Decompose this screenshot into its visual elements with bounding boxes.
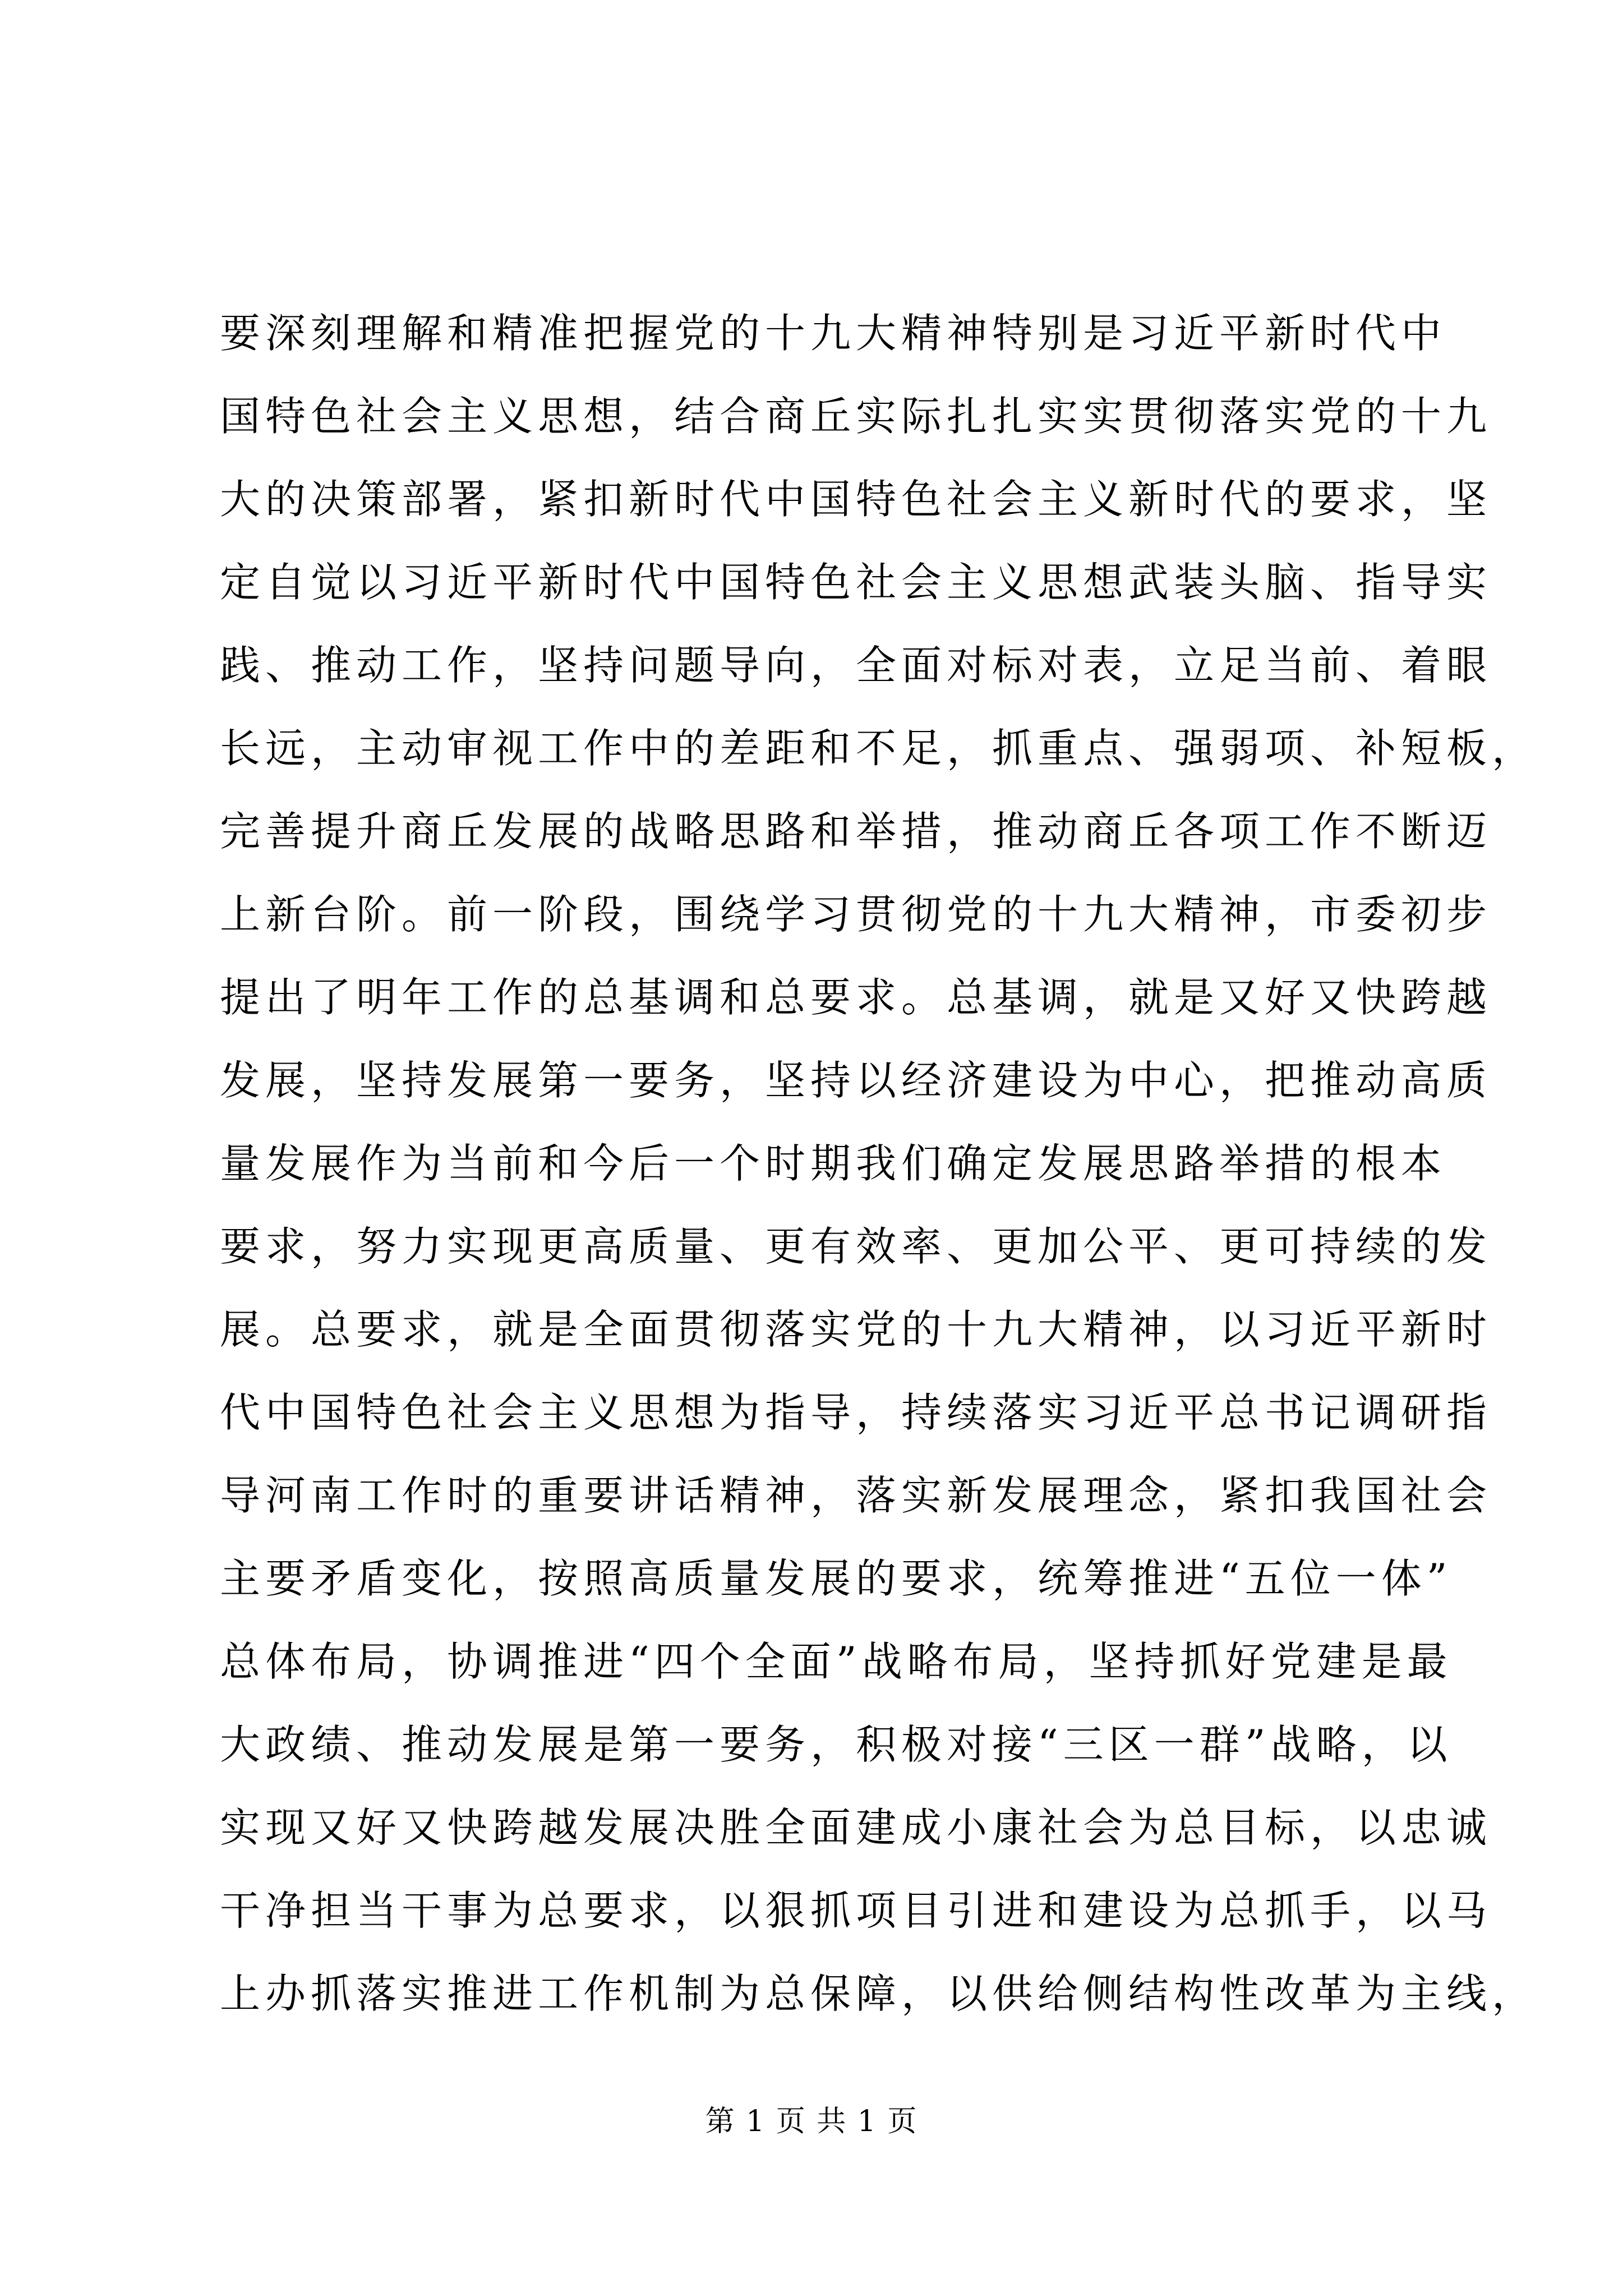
text-line: 量发展作为当前和今后一个时期我们确定发展思路举措的根本 — [220, 1140, 1447, 1187]
text-line: 践、推动工作，坚持问题导向，全面对标对表，立足当前、着眼 — [220, 642, 1492, 689]
text-line: 干净担当干事为总要求，以狠抓项目引进和建设为总抓手，以马 — [220, 1887, 1492, 1934]
text-line: 上办抓落实推进工作机制为总保障，以供给侧结构性改革为主线， — [220, 1970, 1538, 2017]
text-line: 提出了明年工作的总基调和总要求。总基调，就是又好又快跨越 — [220, 974, 1492, 1021]
text-line: 长远，主动审视工作中的差距和不足，抓重点、强弱项、补短板， — [220, 725, 1538, 772]
text-line: 实现又好又快跨越发展决胜全面建成小康社会为总目标，以忠诚 — [220, 1804, 1492, 1851]
text-line: 要求，努力实现更高质量、更有效率、更加公平、更可持续的发 — [220, 1223, 1492, 1270]
body-text — [220, 292, 1538, 2035]
text-line: 完善提升商丘发展的战略思路和举措，推动商丘各项工作不断迈 — [220, 808, 1492, 855]
text-line: 展。总要求，就是全面贯彻落实党的十九大精神，以习近平新时 — [220, 1306, 1492, 1353]
text-line: 总体布局，协调推进“四个全面”战略布局，坚持抓好党建是最 — [220, 1638, 1453, 1685]
text-line: 定自觉以习近平新时代中国特色社会主义思想武装头脑、指导实 — [220, 559, 1492, 606]
text-line: 要深刻理解和精准把握党的十九大精神特别是习近平新时代中 — [220, 310, 1447, 357]
page-footer: 第 1 页 共 1 页 — [705, 2105, 918, 2138]
text-line: 国特色社会主义思想，结合商丘实际扎扎实实贯彻落实党的十九 — [220, 393, 1492, 440]
text-line: 大的决策部署，紧扣新时代中国特色社会主义新时代的要求，坚 — [220, 476, 1492, 523]
text-line: 大政绩、推动发展是第一要务，积极对接“三区一群”战略，以 — [220, 1721, 1453, 1768]
text-line: 主要矛盾变化，按照高质量发展的要求，统筹推进“五位一体” — [220, 1555, 1453, 1602]
text-line: 上新台阶。前一阶段，围绕学习贯彻党的十九大精神，市委初步 — [220, 891, 1492, 938]
text-line: 代中国特色社会主义思想为指导，持续落实习近平总书记调研指 — [220, 1389, 1492, 1436]
text-line: 导河南工作时的重要讲话精神，落实新发展理念，紧扣我国社会 — [220, 1472, 1492, 1519]
text-line: 发展，坚持发展第一要务，坚持以经济建设为中心，把推动高质 — [220, 1057, 1492, 1104]
